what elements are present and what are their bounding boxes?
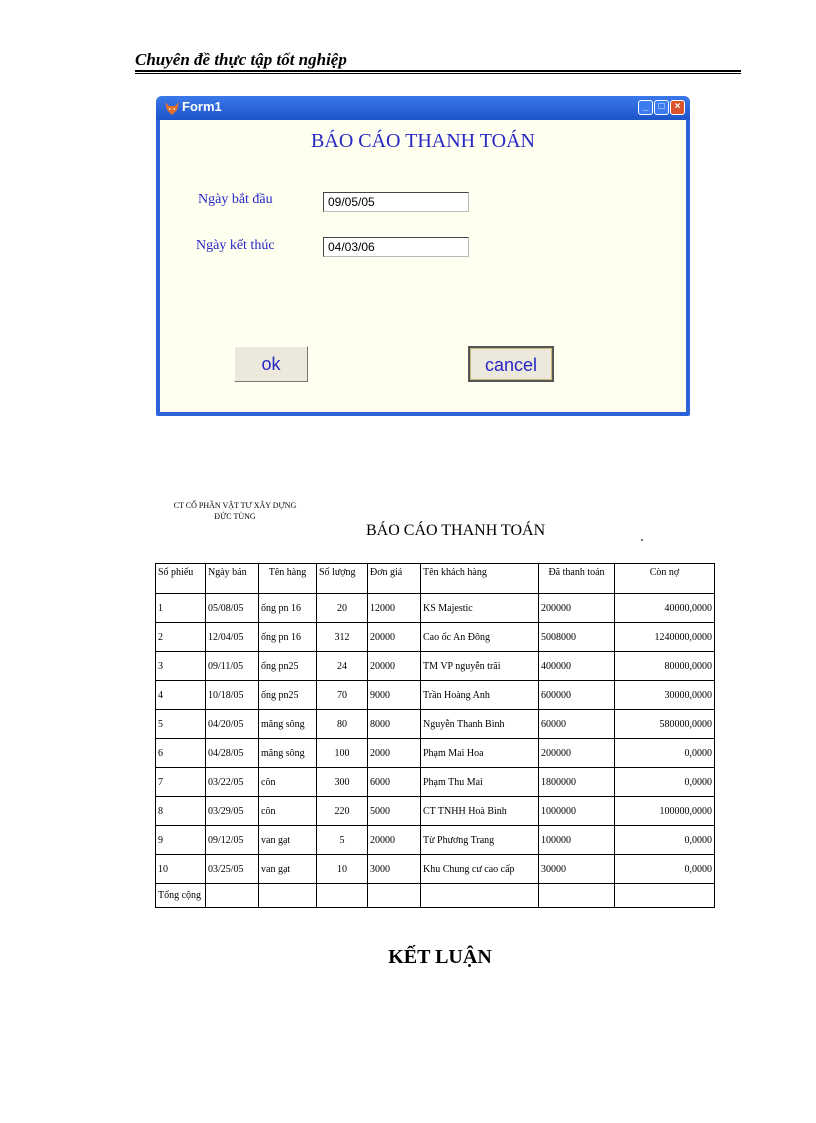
table-cell: 300 [317, 768, 368, 797]
payment-report-table [155, 563, 715, 908]
table-cell: 04/28/05 [206, 739, 259, 768]
cancel-button[interactable]: cancel [468, 346, 554, 382]
table-cell: măng sông [259, 739, 317, 768]
column-header: Còn nợ [615, 564, 715, 594]
table-cell: 04/20/05 [206, 710, 259, 739]
table-cell: 80 [317, 710, 368, 739]
table-cell: 12000 [368, 594, 421, 623]
table-cell: Nguyễn Thanh Bình [421, 710, 539, 739]
table-cell [259, 884, 317, 908]
table-cell: 400000 [539, 652, 615, 681]
column-header: Tên hàng [259, 564, 317, 594]
table-row [156, 797, 715, 826]
table-cell: 09/11/05 [206, 652, 259, 681]
column-header: Tên khách hàng [421, 564, 539, 594]
table-cell: 9000 [368, 681, 421, 710]
table-cell: 5000 [368, 797, 421, 826]
table-cell: 8000 [368, 710, 421, 739]
table-cell: 10 [156, 855, 206, 884]
table-cell: 5008000 [539, 623, 615, 652]
table-cell: ống pn25 [259, 681, 317, 710]
column-header: Số phiếu [156, 564, 206, 594]
total-label: Tổng cộng [156, 884, 206, 908]
fox-app-icon [164, 100, 180, 116]
table-cell: 9 [156, 826, 206, 855]
table-cell: 5 [156, 710, 206, 739]
table-cell: 580000,0000 [615, 710, 715, 739]
table-cell: Phạm Mai Hoa [421, 739, 539, 768]
table-cell: 70 [317, 681, 368, 710]
table-cell: 20 [317, 594, 368, 623]
form-client-area [160, 120, 686, 412]
table-cell: măng sông [259, 710, 317, 739]
table-cell: 220 [317, 797, 368, 826]
table-row [156, 768, 715, 797]
table-cell: 30000 [539, 855, 615, 884]
table-row [156, 826, 715, 855]
column-header: Đơn giá [368, 564, 421, 594]
table-cell: 20000 [368, 652, 421, 681]
column-header: Ngày bán [206, 564, 259, 594]
form-window [156, 96, 690, 416]
start-date-label: Ngày bắt đầu [198, 192, 273, 207]
table-cell: ống pn 16 [259, 623, 317, 652]
table-cell: 3 [156, 652, 206, 681]
table-cell: 312 [317, 623, 368, 652]
table-cell [317, 884, 368, 908]
table-cell: 0,0000 [615, 739, 715, 768]
table-cell: KS Majestic [421, 594, 539, 623]
table-row [156, 652, 715, 681]
table-cell: 60000 [539, 710, 615, 739]
table-cell: 0,0000 [615, 826, 715, 855]
table-cell: 100000,0000 [615, 797, 715, 826]
column-header: Đã thanh toán [539, 564, 615, 594]
table-cell: 1240000,0000 [615, 623, 715, 652]
close-icon[interactable]: × [670, 100, 685, 115]
table-cell: 80000,0000 [615, 652, 715, 681]
table-row [156, 681, 715, 710]
table-cell: 100000 [539, 826, 615, 855]
header-divider [135, 70, 741, 74]
table-cell: 200000 [539, 739, 615, 768]
table-cell: 0,0000 [615, 768, 715, 797]
table-cell: 30000,0000 [615, 681, 715, 710]
table-cell: 03/22/05 [206, 768, 259, 797]
table-row [156, 855, 715, 884]
table-cell: Trần Hoàng Anh [421, 681, 539, 710]
table-cell [615, 884, 715, 908]
table-cell: 4 [156, 681, 206, 710]
end-date-input[interactable]: 04/03/06 [323, 237, 469, 257]
window-title: Form1 [182, 99, 222, 114]
table-cell [539, 884, 615, 908]
table-cell: Cao ốc An Đông [421, 623, 539, 652]
table-cell: Từ Phương Trang [421, 826, 539, 855]
table-row [156, 739, 715, 768]
table-cell: 0,0000 [615, 855, 715, 884]
table-cell: 2 [156, 623, 206, 652]
table-cell: 12/04/05 [206, 623, 259, 652]
table-cell: 200000 [539, 594, 615, 623]
conclusion-heading: KẾT LUẬN [388, 946, 492, 968]
table-row [156, 623, 715, 652]
table-row [156, 710, 715, 739]
table-cell: 20000 [368, 623, 421, 652]
ok-button[interactable]: ok [234, 346, 308, 382]
table-cell: 24 [317, 652, 368, 681]
column-header: Số lượng [317, 564, 368, 594]
table-cell: CT TNHH Hoà Bình [421, 797, 539, 826]
table-cell: 6000 [368, 768, 421, 797]
table-cell: 1 [156, 594, 206, 623]
table-cell: 03/29/05 [206, 797, 259, 826]
table-cell: 03/25/05 [206, 855, 259, 884]
print-speck [641, 539, 643, 541]
table-cell: Phạm Thu Mai [421, 768, 539, 797]
table-cell: 20000 [368, 826, 421, 855]
start-date-input[interactable]: 09/05/05 [323, 192, 469, 212]
table-total-row [156, 884, 715, 908]
maximize-icon[interactable]: □ [654, 100, 669, 115]
table-cell: côn [259, 768, 317, 797]
table-row [156, 594, 715, 623]
table-cell: Khu Chung cư cao cấp [421, 855, 539, 884]
table-cell: 10/18/05 [206, 681, 259, 710]
table-cell: 3000 [368, 855, 421, 884]
table-cell: 7 [156, 768, 206, 797]
table-cell: 2000 [368, 739, 421, 768]
table-cell: 600000 [539, 681, 615, 710]
page-header-title: Chuyên đề thực tập tốt nghiệp [135, 50, 347, 69]
table-cell: 8 [156, 797, 206, 826]
table-cell: ống pn 16 [259, 594, 317, 623]
end-date-label: Ngày kết thúc [196, 238, 275, 253]
table-cell: 05/08/05 [206, 594, 259, 623]
form-heading: BÁO CÁO THANH TOÁN [311, 130, 535, 152]
table-cell: 6 [156, 739, 206, 768]
report-title: BÁO CÁO THANH TOÁN [366, 522, 546, 539]
window-titlebar[interactable] [156, 96, 690, 120]
company-name-line1: CT CỔ PHẦN VẬT TƯ XÂY DỰNG [173, 501, 297, 510]
table-cell: ống pn25 [259, 652, 317, 681]
table-cell: 09/12/05 [206, 826, 259, 855]
table-cell [421, 884, 539, 908]
table-cell: TM VP nguyễn trãi [421, 652, 539, 681]
table-header-row [156, 564, 715, 594]
table-cell: 100 [317, 739, 368, 768]
table-cell: 10 [317, 855, 368, 884]
minimize-icon[interactable]: _ [638, 100, 653, 115]
table-cell [368, 884, 421, 908]
table-cell: 1800000 [539, 768, 615, 797]
table-cell: 1000000 [539, 797, 615, 826]
table-cell: 40000,0000 [615, 594, 715, 623]
table-cell: côn [259, 797, 317, 826]
company-name-line2: ĐỨC TÙNG [214, 512, 256, 521]
table-cell: 5 [317, 826, 368, 855]
company-name [150, 500, 320, 522]
table-cell: van gạt [259, 826, 317, 855]
table-cell [206, 884, 259, 908]
table-cell: van gạt [259, 855, 317, 884]
table-body [156, 594, 715, 884]
